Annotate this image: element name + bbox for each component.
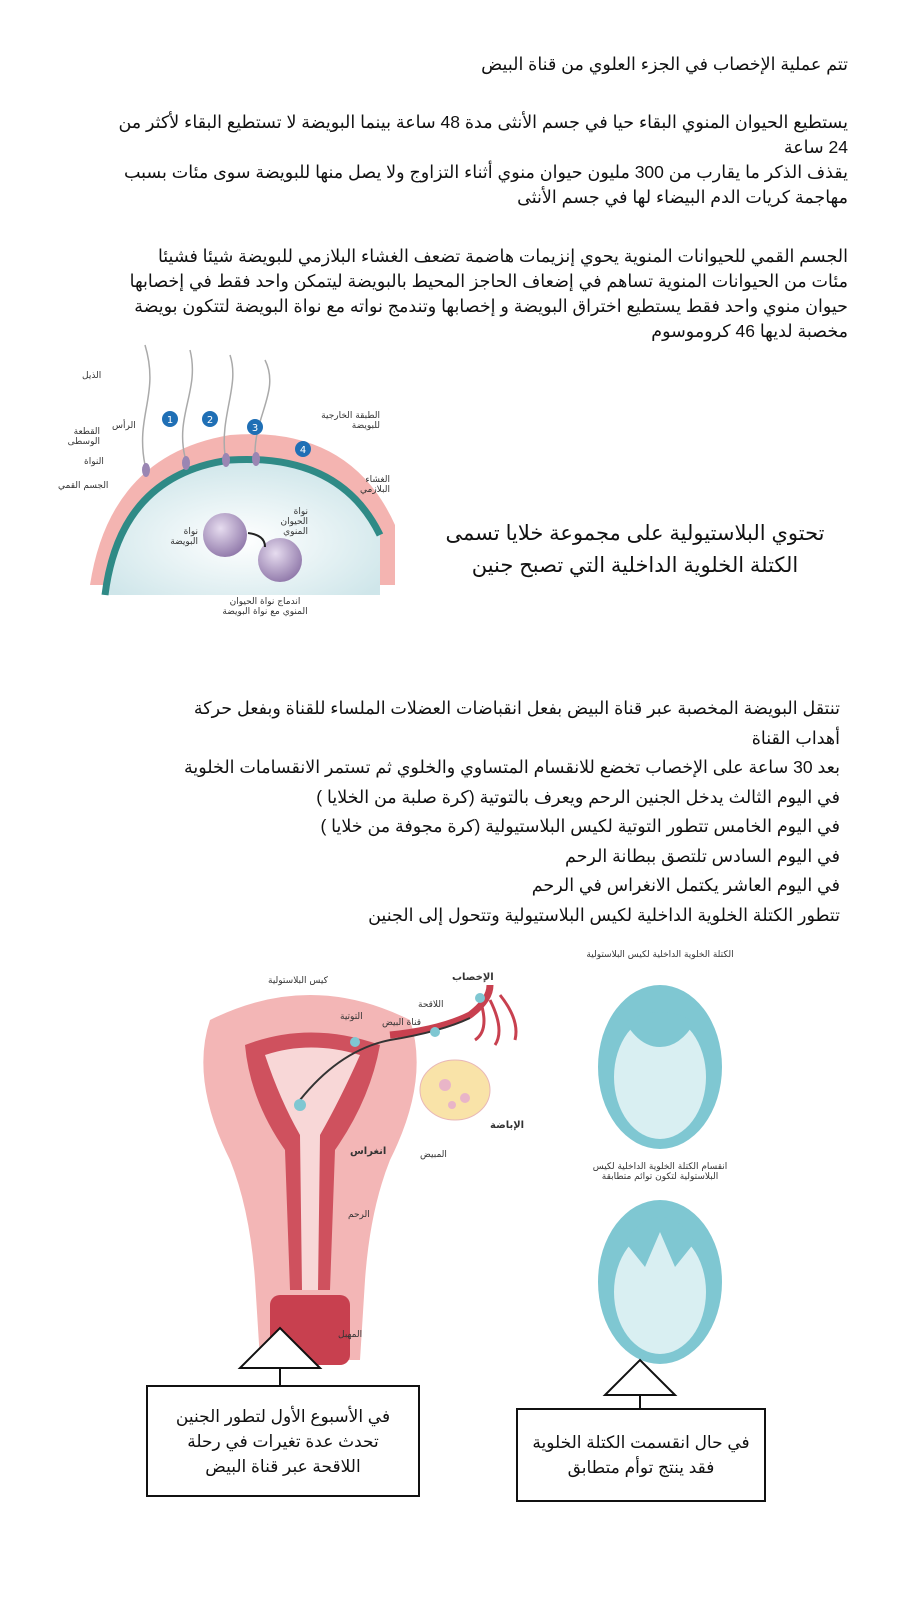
step-1: 1 <box>166 415 174 426</box>
label-vagina: المهبل <box>338 1330 363 1340</box>
label-tail: الذيل <box>82 371 102 381</box>
blastocyst-caption: تحتوي البلاستيولية على مجموعة خلايا تسمى الكتلة الخلوية الداخلية التي تصبح جنين <box>445 522 825 577</box>
label-egg-nucleus: نواة البويضة <box>170 527 198 547</box>
label-sperm-nucleus: نواة الحيوان المنوي <box>280 507 308 537</box>
blastocyst-diagram <box>585 950 735 1360</box>
label-uterus: الرحم <box>348 1210 370 1220</box>
label-blastocyst-sac: كيس البلاستولية <box>268 976 328 986</box>
label-fertilization: الإخصاب <box>452 972 494 983</box>
uterus-illustration <box>190 960 550 1370</box>
uterus-diagram <box>190 960 550 1370</box>
sperm-paragraph: يستطيع الحيوان المنوي البقاء حيا في جسم الأنثى مدة 48 ساعة بينما البويضة لا تستطيع البقاء لأكثر من 24 ساعة يقذف الذكر ما يقارب من 300 مليون حيوان منوي أثناء التزاوج ولا يصل منها للبويضة سوى مئات بسبب مهاجمة كريات الدم البيضاء لها في جسم الأنثى <box>118 112 848 207</box>
morula-cell <box>350 1037 360 1047</box>
step-4: 4 <box>299 445 307 456</box>
blastocyst-cell <box>294 1099 306 1111</box>
label-split-inner-cell-mass: انقسام الكتلة الخلوية الداخلية لكيس البلاستولية لتكون توائم متطابقة <box>592 1162 728 1182</box>
twins-callout: في حال انقسمت الكتلة الخلوية فقد ينتج توأم متطابق <box>516 1408 766 1502</box>
label-head: الرأس <box>112 421 136 431</box>
label-implantation: انغراس <box>350 1146 387 1157</box>
label-zygote: اللاقحة <box>418 1000 444 1010</box>
egg-nucleus <box>203 513 247 557</box>
fertilization-diagram <box>50 335 400 625</box>
label-outer-layer: الطبقة الخارجية للبويضة <box>321 411 380 431</box>
intro-line: تتم عملية الإخصاب في الجزء العلوي من قناة البيض <box>481 54 848 74</box>
label-inner-cell-mass: الكتلة الخلوية الداخلية لكيس البلاستولية <box>586 950 734 960</box>
fertilization-point <box>475 993 485 1003</box>
first-week-callout: في الأسبوع الأول لتطور الجنين تحدث عدة تغيرات في رحلة اللاقحة عبر قناة البيض <box>146 1385 420 1497</box>
ovary <box>420 1060 490 1120</box>
label-morula: التوتية <box>340 1012 363 1022</box>
label-ovary: المبيض <box>420 1150 447 1160</box>
label-fusion: اندماج نواة الحيوان المنوي مع نواة البويضة <box>222 597 308 617</box>
label-oviduct: قناة البيض <box>382 1018 422 1028</box>
label-plasma-membrane: الغشاء البلازمي <box>360 475 390 495</box>
zygote-cell <box>430 1027 440 1037</box>
acrosome-paragraph: الجسم القمي للحيوانات المنوية يحوي إنزيمات هاضمة تضعف الغشاء البلازمي للبويضة شيئا فشيئا مئات من الحيوانات المنوية تساهم في إضعاف الحاجز المحيط بالبويضة ليتمكن واحد فقط في إخصابها حيوان منوي واحد فقط يستطيع اختراق البويضة و إخصابها وتندمج نواته مع نواة البويضة لتتكون بويضة مخصبة لديها 46 كروموسوم <box>129 246 848 341</box>
label-midpiece: القطعة الوسطى <box>67 427 100 447</box>
development-paragraph: تنتقل البويضة المخصبة عبر قناة البيض بفعل انقباضات العضلات الملساء للقناة وبفعل حركة أهداب القناة بعد 30 ساعة على الإخصاب تخضع للانقسام المتساوي والخلوي ثم تستمر الانقسامات الخلوية في اليوم الثالث يدخل الجنين الرحم ويعرف بالتوتية (كرة صلبة من الخلايا ) في اليوم الخامس تتطور التوتية لكيس البلاستيولية (كرة مجوفة من خلايا ) في اليوم السادس تلتصق ببطانة الرحم في اليوم العاشر يكتمل الانغراس في الرحم تتطور الكتلة الخلوية الداخلية لكيس البلاستيولية وتتحول إلى الجنين <box>183 698 840 925</box>
label-ovulation: الإباضة <box>490 1120 525 1131</box>
step-3: 3 <box>251 423 259 434</box>
label-nucleus: النواة <box>84 457 104 467</box>
step-2: 2 <box>206 415 214 426</box>
label-acrosome: الجسم القمي <box>58 481 109 491</box>
